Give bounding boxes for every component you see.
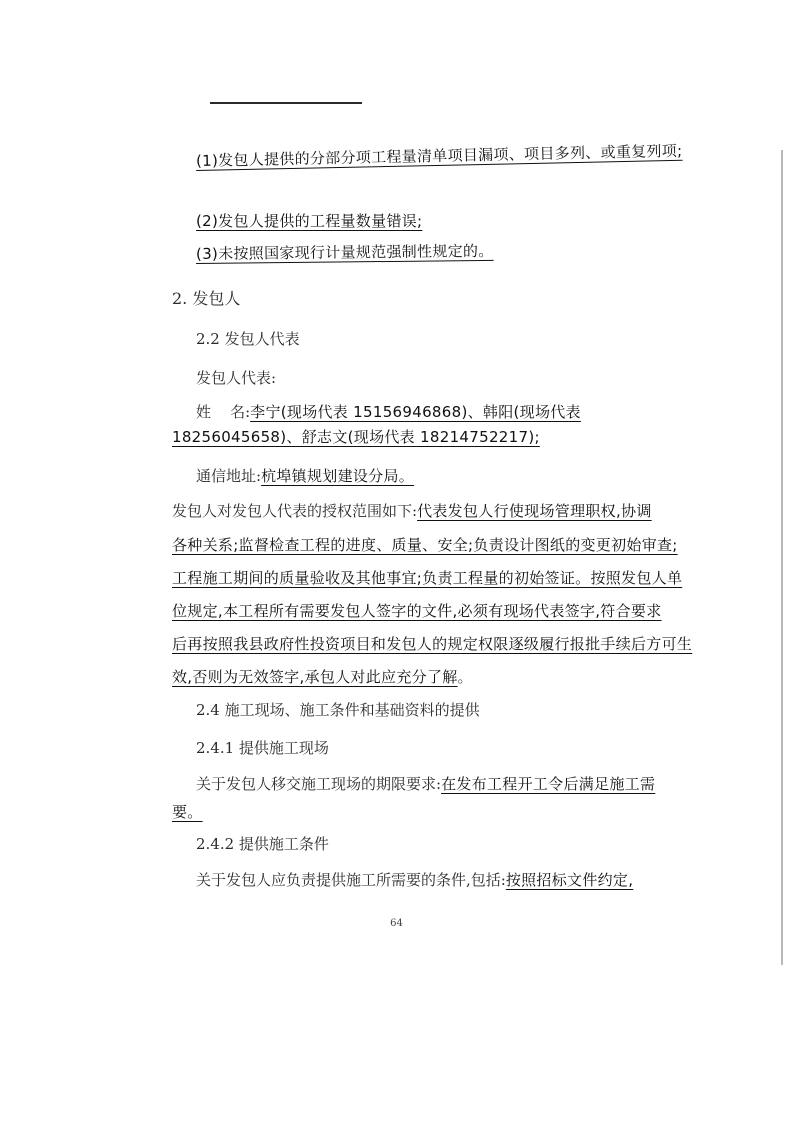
scope-row-1 xyxy=(172,500,652,522)
site-value-2: 要。 xyxy=(172,803,203,821)
section-heading-2-4-1: 2.4.1 提供施工现场 xyxy=(196,739,329,757)
address-row xyxy=(196,465,414,487)
section-heading-2-2: 2.2 发包人代表 xyxy=(196,330,300,348)
scope-row-5 xyxy=(172,633,692,655)
page-number: 64 xyxy=(390,918,403,929)
site-row xyxy=(196,773,655,795)
address-label: 通信地址: xyxy=(196,467,262,485)
scope-text-2: 各种关系;监督检查工程的进度、质量、安全;负责设计图纸的变更初始审查; xyxy=(172,536,678,554)
scan-edge-shadow xyxy=(781,150,783,965)
item-3: (3)未按照国家现行计量规范强制性规定的。 xyxy=(195,241,494,263)
scope-end-mark: 。 xyxy=(457,668,473,686)
name-row xyxy=(196,401,581,423)
scope-text-4: 位规定,本工程所有需要发包人签字的文件,必须有现场代表签字,符合要求 xyxy=(172,602,662,620)
item-2: (2)发包人提供的工程量数量错误; xyxy=(196,212,423,230)
section-heading-2: 2. 发包人 xyxy=(172,289,241,308)
item-1: (1)发包人提供的分部分项工程量清单项目漏项、项目多列、或重复列项; xyxy=(195,141,683,170)
scope-text-1: 代表发包人行使现场管理职权,协调 xyxy=(417,502,652,520)
scope-row-3 xyxy=(172,567,682,589)
scope-row-6 xyxy=(172,666,473,688)
site-value-1: 在发布工程开工令后满足施工需 xyxy=(441,775,656,793)
cond-row xyxy=(196,869,633,891)
top-rule xyxy=(210,102,362,104)
rep-label: 发包人代表: xyxy=(196,369,277,387)
scope-row-4 xyxy=(172,600,662,622)
name-value-1: 李宁(现场代表 15156946868)、韩阳(现场代表 xyxy=(250,403,581,421)
scope-row-2 xyxy=(172,534,678,556)
address-value: 杭埠镇规划建设分局。 xyxy=(261,467,415,485)
cond-value: 按照招标文件约定, xyxy=(505,871,634,889)
scope-text-5: 后再按照我县政府性投资项目和发包人的规定权限逐级履行报批手续后方可生 xyxy=(172,635,693,653)
scope-label: 发包人对发包人代表的授权范围如下: xyxy=(172,502,418,520)
site-row-2 xyxy=(172,801,203,823)
site-label: 关于发包人移交施工现场的期限要求: xyxy=(196,775,442,793)
cond-label: 关于发包人应负责提供施工所需要的条件,包括: xyxy=(196,871,506,889)
name-label: 姓 名: xyxy=(196,403,251,421)
name-row-2 xyxy=(172,426,540,448)
section-heading-2-4-2: 2.4.2 提供施工条件 xyxy=(196,835,329,853)
section-heading-2-4: 2.4 施工现场、施工条件和基础资料的提供 xyxy=(196,701,480,719)
scope-text-3: 工程施工期间的质量验收及其他事宜;负责工程量的初始签证。按照发包人单 xyxy=(172,569,683,587)
name-value-2: 18256045658)、舒志文(现场代表 18214752217); xyxy=(172,428,540,446)
scope-text-6: 效,否则为无效签字,承包人对此应充分了解 xyxy=(172,668,458,686)
